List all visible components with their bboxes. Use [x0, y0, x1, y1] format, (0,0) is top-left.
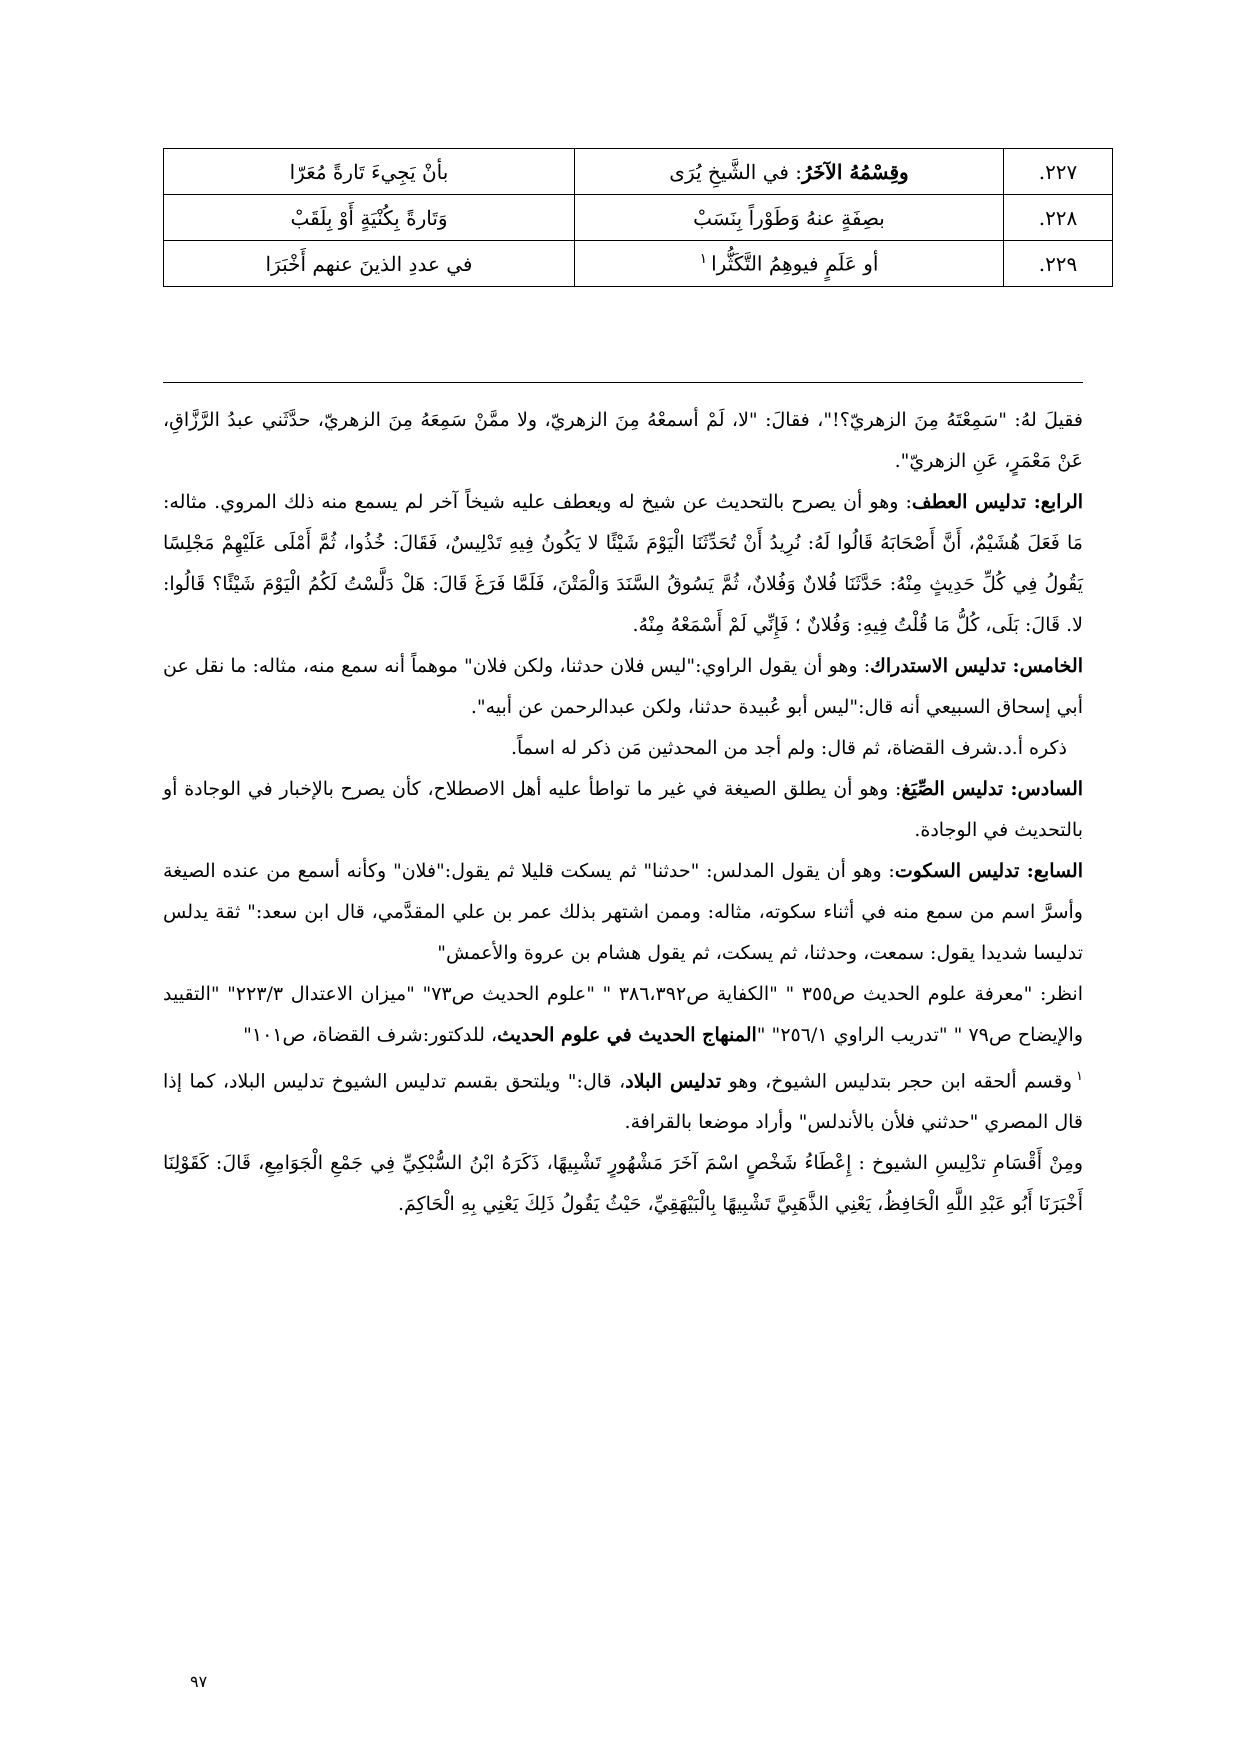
page-number: ٩٧ — [190, 1672, 208, 1691]
footnote-marker: ١ — [1076, 1069, 1083, 1084]
verse-text: : في الشَّيخِ يُرَى — [669, 159, 803, 184]
verse-first-hemistich — [575, 149, 1004, 195]
verse-number: ٢٢٩. — [1004, 241, 1113, 287]
verse-heading: وقِسْمُهُ الآخَرُ — [802, 159, 909, 184]
section-heading: الخامس: تدليس الاستدراك — [870, 655, 1083, 677]
footnote-paragraph — [163, 851, 1083, 974]
paragraph-text: : وهو أن يطلق الصيغة في غير ما تواطأ عليه أهل الاصطلاح، كأن يصرح بالإخبار في الوجادة أو بالتحديث في الوجادة. — [163, 778, 1083, 841]
footnotes — [163, 400, 1083, 1225]
verse-first-hemistich — [575, 241, 1004, 287]
section-heading: السابع: تدليس السكوت — [894, 860, 1083, 882]
footnote-paragraph: ومِنْ أَقْسَامِ تدْلِيسِ الشيوخ : إِعْطَاءُ شَخْصٍ اسْمَ آخَرَ مَشْهُورٍ تَشْبِيهًا، ذَكَرَهُ ابْنُ السُّبْكِيِّ فِي جَمْعِ الْجَوَامِعِ، قَالَ: كَقَوْلِنَا أَخْبَرَنَا أَبُو عَبْدِ اللَّهِ الْحَافِظُ، يَعْنِي الذَّهَبِيَّ تَشْبِيهًا بِالْبَيْهَقِيِّ، حَيْثُ يَقُولُ ذَلِكَ يَعْنِي بِهِ الْحَاكِمَ. — [163, 1152, 1083, 1216]
footnote-paragraph: ذكره أ.د.شرف القضاة، ثم قال: ولم أجد من المحدثين مَن ذكر له اسماً. — [510, 737, 1067, 759]
verse-number: ٢٢٨. — [1004, 195, 1113, 241]
verse-number: ٢٢٧. — [1004, 149, 1113, 195]
verse-text: أو عَلَمٍ فيوهِمُ التَّكَثُّرا — [711, 251, 879, 276]
footnote-paragraph: فقيلَ لهُ: "سَمِعْتَهُ مِنَ الزهريّ؟!"، فقالَ: "لا، لَمْ أسمعْهُ مِنَ الزهريّ، ولا ممَّنْ سَمِعَهُ مِنَ الزهريّ، حدَّثَني عبدُ الرَّزَّاقِ، عَنْ مَعْمَرٍ، عَنِ الزهريّ". — [163, 409, 1083, 472]
verse-row — [164, 241, 1113, 287]
paragraph-text: انظر: "معرفة علوم الحديث ص٣٥٥ " "الكفاية ص٣٨٦،٣٩٢ " "علوم الحديث ص٧٣" "ميزان الاعتدال ٢٢٣/٣" "التقييد والإيضاح ص٧٩ " "تدريب الراوي ٢٥٦/١" " — [163, 983, 1083, 1046]
footnote-paragraph — [163, 646, 1083, 728]
section-heading: الرابع: تدليس العطف — [911, 491, 1084, 513]
verse-second-hemistich: في عددِ الذينَ عنهم أَخْبَرَا — [164, 241, 575, 287]
section-heading: السادس: تدليس الصِّيَغ — [901, 778, 1084, 800]
paragraph-text: ، للدكتور:شرف القضاة، ص١٠١" — [243, 1024, 498, 1046]
paragraph-text: : وهو أن يقول الراوي:"ليس فلان حدثنا، ولكن فلان" موهماً أنه سمع منه، مثاله: ما نقل عن أبي إسحاق السبيعي أنه قال:"ليس أبو عُبيدة حدثنا، ولكن عبدالرحمن عن أبيه". — [163, 655, 1083, 718]
verse-text: بصِفَةٍ عنهُ وَطَوْراً بِنَسَبْ — [693, 205, 885, 230]
footnote-paragraph — [163, 482, 1083, 646]
verse-row — [164, 195, 1113, 241]
book-title: المنهاج الحديث في علوم الحديث — [497, 1024, 757, 1046]
footnote-separator — [163, 382, 1083, 383]
footnote-reference[interactable]: ١ — [699, 251, 708, 268]
footnote-paragraph — [163, 1056, 1083, 1143]
verse-first-hemistich — [575, 195, 1004, 241]
verse-table — [163, 148, 1113, 287]
references-paragraph — [163, 974, 1083, 1056]
verse-second-hemistich: وَتَارةً بِكُنْيَةٍ أَوْ بِلَقَبْ — [164, 195, 575, 241]
term-heading: تدليس البلاد — [625, 1070, 722, 1093]
paragraph-text: : وهو أن يقول المدلس: "حدثنا" ثم يسكت قليلا ثم يقول:"فلان" وكأنه أسمع من عنده الصيغة وأسرَّ اسم من سمع منه في أثناء سكوته، مثاله: وممن اشتهر بذلك عمر بن علي المقدَّمي، قال ابن سعد:" ثقة يدلس تدليسا شديدا يقول: سمعت، وحدثنا، ثم يسكت، ثم يقول هشام بن عروة والأعمش" — [163, 860, 1083, 964]
paragraph-text: : وهو أن يصرح بالتحديث عن شيخ له ويعطف عليه شيخاً آخر لم يسمع منه ذلك المروي. مثاله: مَا فَعَلَ هُشَيْمٌ، أَنَّ أَصْحَابَهُ قَالُوا لَهُ: نُرِيدُ أَنْ تُحَدِّثَنَا الْيَوْمَ شَيْئًا لا يَكُونُ فِيهِ تَدْلِيسٌ، فَقَالَ: خُذُوا، ثُمَّ أَمْلَى عَلَيْهِمْ مَجْلِسًا يَقُولُ فِي كُلِّ حَدِيثٍ مِنْهُ: حَدَّثَنَا فُلانٌ وَفُلانٌ، ثُمَّ يَسُوقُ السَّنَدَ وَالْمَتْنَ، فَلَمَّا فَرَغَ قَالَ: هَلْ دَلَّسْتُ لَكُمُ الْيَوْمَ شَيْئًا؟ قَالُوا: لا. قَالَ: بَلَى، كُلُّ مَا قُلْتُ فِيهِ: وَفُلانٌ ؛ فَإِنِّي لَمْ أَسْمَعْهُ مِنْهُ. — [163, 491, 1083, 636]
paragraph-text: وقسم ألحقه ابن حجر بتدليس الشيوخ، وهو — [721, 1070, 1073, 1093]
footnote-paragraph — [163, 769, 1083, 851]
verse-second-hemistich: بأنْ يَجِيءَ تَارةً مُعَرّا — [164, 149, 575, 195]
paragraph-text: ، قال:" ويلتحق بقسم تدليس الشيوخ تدليس البلاد، كما إذا قال المصري "حدثني فلأن بالأندلس" وأراد موضعا بالقرافة. — [163, 1070, 1083, 1134]
verse-row — [164, 149, 1113, 195]
